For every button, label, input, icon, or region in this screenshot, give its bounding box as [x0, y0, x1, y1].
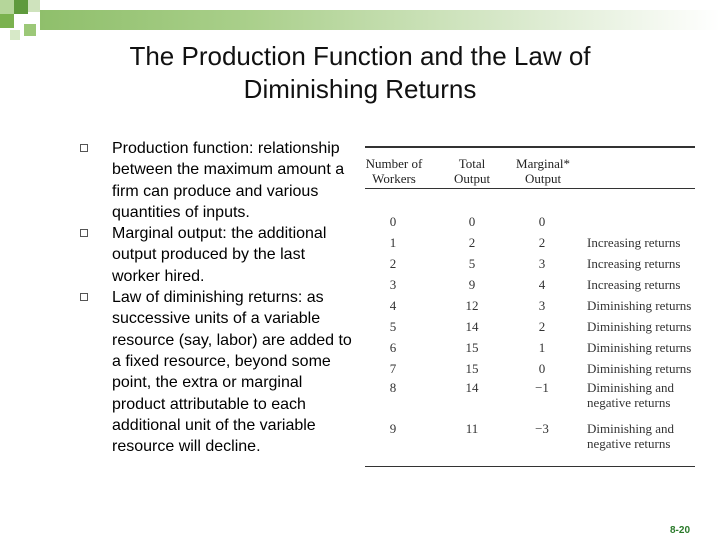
cell-label-line2: negative returns — [587, 395, 671, 410]
cell-label — [587, 319, 695, 334]
cell-label-line1: Increasing returns — [587, 235, 681, 250]
cell-marginal: 0 — [538, 361, 546, 376]
cell-marginal: −1 — [535, 380, 549, 395]
cell-marginal: 0 — [538, 214, 546, 229]
cell-label — [587, 361, 695, 376]
header-workers-line2: Workers — [372, 171, 416, 186]
bullet-text: : relationship between the maximum amount a firm can produce and various quantities of inputs. — [112, 140, 345, 221]
bullet-text: : as successive units of a variable resource (say, labor) are added to a fixed resource, beyond some point, the extra or marginal product attributable to each additional unit of the variable resource will decline. — [112, 289, 352, 456]
cell-label — [587, 256, 695, 271]
cell-total: 5 — [468, 256, 476, 271]
slide-number: 8-20 — [670, 525, 691, 536]
bullet-term: Marginal output — [112, 225, 223, 243]
header-total-line1: Total — [458, 156, 486, 171]
cell-label-line1: Diminishing returns — [587, 361, 692, 376]
checkbox-bullet-icon — [80, 293, 88, 301]
cell-label-line1: Diminishing and — [587, 380, 675, 395]
cell-workers: 3 — [389, 277, 397, 292]
cell-label-line1: Diminishing returns — [587, 340, 692, 355]
decor-square-7 — [10, 30, 20, 40]
decor-square-2 — [14, 0, 28, 14]
cell-label-line1: Diminishing returns — [587, 319, 692, 334]
cell-label — [587, 235, 695, 250]
cell-marginal: 3 — [538, 298, 546, 313]
header-marginal-line2: Output — [524, 171, 562, 186]
bullet-item — [80, 223, 355, 287]
table-top-rule — [365, 146, 695, 148]
bullet-term: Law of diminishing returns — [112, 289, 298, 307]
cell-label — [587, 298, 695, 313]
slide-title — [40, 40, 680, 106]
cell-workers: 4 — [389, 298, 397, 313]
bullet-term: Production function — [112, 140, 249, 157]
cell-total: 14 — [465, 380, 479, 395]
cell-label — [587, 277, 695, 292]
header-total-line2: Output — [453, 171, 491, 186]
header-gradient-band — [40, 10, 720, 30]
cell-workers: 8 — [389, 380, 397, 395]
cell-workers: 0 — [389, 214, 397, 229]
cell-workers: 7 — [389, 361, 397, 376]
cell-marginal: 4 — [538, 277, 546, 292]
cell-workers: 1 — [389, 235, 397, 250]
production-table — [365, 146, 695, 451]
decor-square-3 — [28, 0, 40, 12]
cell-total: 14 — [465, 319, 479, 334]
cell-workers: 9 — [389, 421, 397, 436]
header-marginal-line1: Marginal* — [516, 156, 570, 171]
cell-marginal: 2 — [538, 235, 546, 250]
cell-label-line1: Increasing returns — [587, 277, 681, 292]
table-header-rule — [365, 188, 695, 189]
cell-marginal: 2 — [538, 319, 546, 334]
cell-total: 11 — [465, 421, 479, 436]
cell-total: 15 — [465, 361, 479, 376]
title-line-2: Diminishing Returns — [243, 74, 477, 104]
cell-label-line1: Increasing returns — [587, 256, 681, 271]
cell-total: 15 — [465, 340, 479, 355]
header-marginal — [511, 156, 575, 186]
cell-label-line1: Diminishing returns — [587, 298, 692, 313]
cell-marginal: 1 — [538, 340, 546, 355]
header-workers — [365, 156, 423, 186]
decor-square-4 — [0, 14, 14, 28]
cell-workers: 5 — [389, 319, 397, 334]
cell-marginal: −3 — [535, 421, 549, 436]
cell-label — [587, 421, 695, 451]
cell-label-line1: Diminishing and — [587, 421, 675, 436]
cell-marginal: 3 — [538, 256, 546, 271]
decor-square-1 — [0, 0, 14, 14]
checkbox-bullet-icon — [80, 229, 88, 237]
cell-label-line2: negative returns — [587, 436, 671, 451]
cell-workers: 2 — [389, 256, 397, 271]
cell-total: 12 — [465, 298, 479, 313]
header-workers-line1: Number of — [365, 156, 423, 171]
cell-total: 9 — [468, 277, 476, 292]
checkbox-bullet-icon — [80, 144, 88, 152]
table-bottom-rule — [365, 466, 695, 467]
decor-square-6 — [24, 24, 36, 36]
cell-total: 2 — [468, 235, 476, 250]
cell-label — [587, 380, 695, 410]
header-total — [447, 156, 497, 186]
cell-total: 0 — [468, 214, 476, 229]
cell-label — [587, 340, 695, 355]
bullet-text: : the additional output produced by the last worker hired. — [112, 225, 327, 285]
bullet-item — [80, 138, 355, 223]
bullet-list — [80, 138, 355, 457]
title-line-1: The Production Function and the Law of — [129, 41, 591, 71]
cell-workers: 6 — [389, 340, 397, 355]
bullet-item — [80, 287, 355, 457]
